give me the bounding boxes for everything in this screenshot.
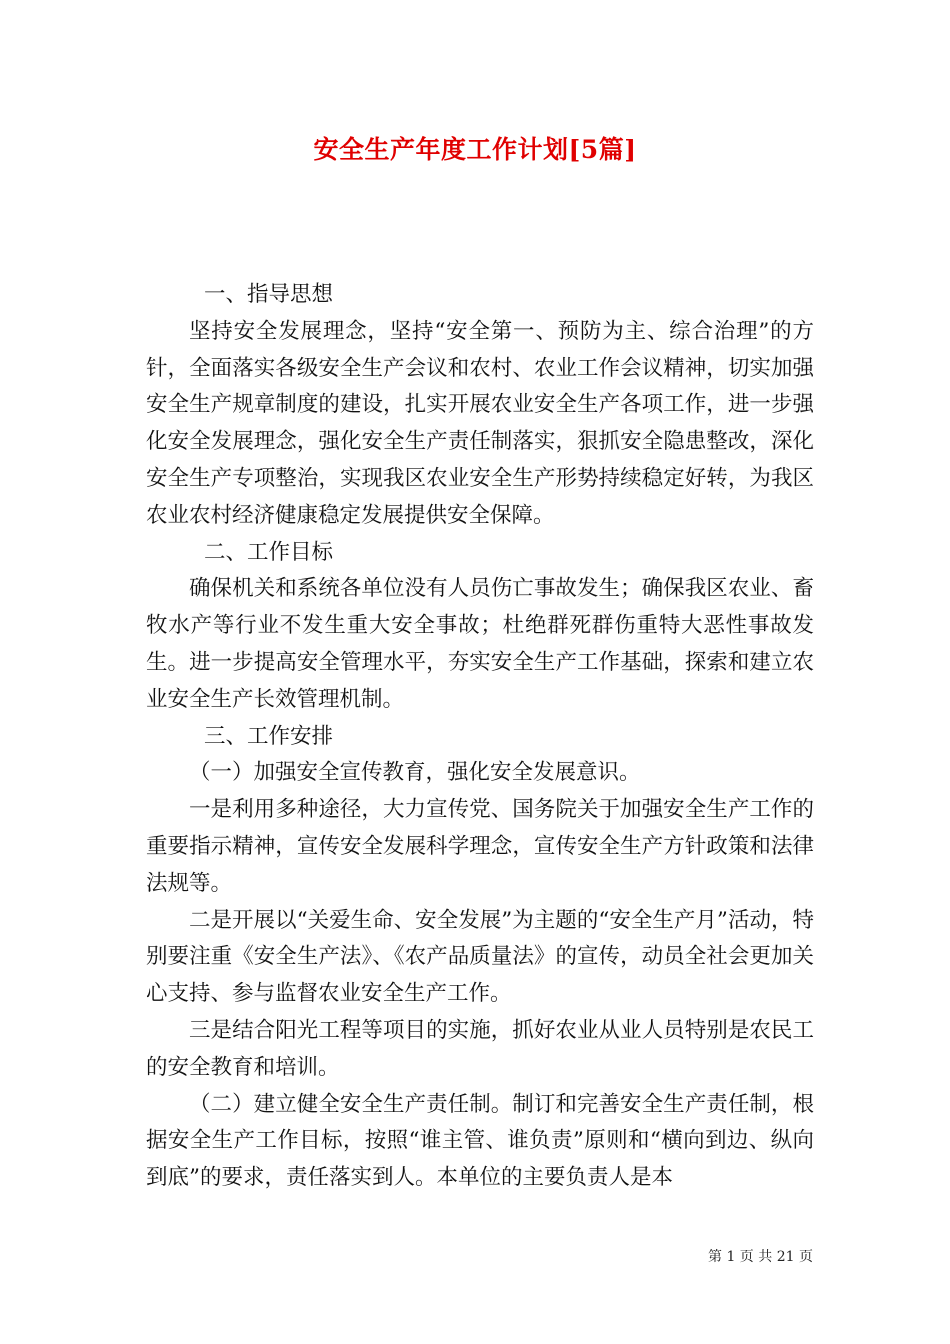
paragraph: 三是结合阳光工程等项目的实施，抓好农业从业人员特别是农民工的安全教育和培训。 [146, 1017, 814, 1080]
paragraph: （二）建立健全安全生产责任制。制订和完善安全生产责任制，根据安全生产工作目标，按照“谁主管、谁负责”原则和“横向到边、纵向到底”的要求，责任落实到人。本单位的主要负责人是本 [146, 1091, 814, 1191]
page-indicator: 第 1 页 共 21 页 [708, 1249, 813, 1265]
paragraph: 二是开展以“关爱生命、安全发展”为主题的“安全生产月”活动，特别要注重《安全生产法》、《农产品质量法》的宣传，动员全社会更加关心支持、参与监督农业安全生产工作。 [146, 907, 814, 1007]
section-heading: 三、工作安排 [204, 723, 334, 749]
paragraph: 一是利用多种途径，大力宣传党、国务院关于加强安全生产工作的重要指示精神，宣传安全发展科学理念，宣传安全生产方针政策和法律法规等。 [146, 797, 814, 896]
paragraph: 坚持安全发展理念，坚持“安全第一、预防为主、综合治理”的方针，全面落实各级安全生产会议和农村、农业工作会议精神，切实加强安全生产规章制度的建设，扎实开展农业安全生产各项工作，进一步强化安全发展理念，强化安全生产责任制落实，狠抓安全隐患整改，深化安全生产专项整治，实现我区农业安全生产形势持续稳定好转，为我区农业农村经济健康稳定发展提供安全保障。 [146, 318, 814, 528]
section-heading: 二、工作目标 [204, 539, 334, 565]
subsection-heading: （一）加强安全宣传教育，强化安全发展意识。 [189, 760, 641, 786]
section-heading: 一、指导思想 [204, 282, 334, 307]
document-title: 安全生产年度工作计划[5篇] [313, 135, 637, 164]
document-body [146, 277, 814, 1197]
paragraph: 确保机关和系统各单位没有人员伤亡事故发生；确保我区农业、畜牧水产等行业不发生重大安全事故；杜绝群死群伤重特大恶性事故发生。进一步提高安全管理水平，夯实安全生产工作基础，探索和建立农业安全生产长效管理机制。 [146, 576, 814, 712]
